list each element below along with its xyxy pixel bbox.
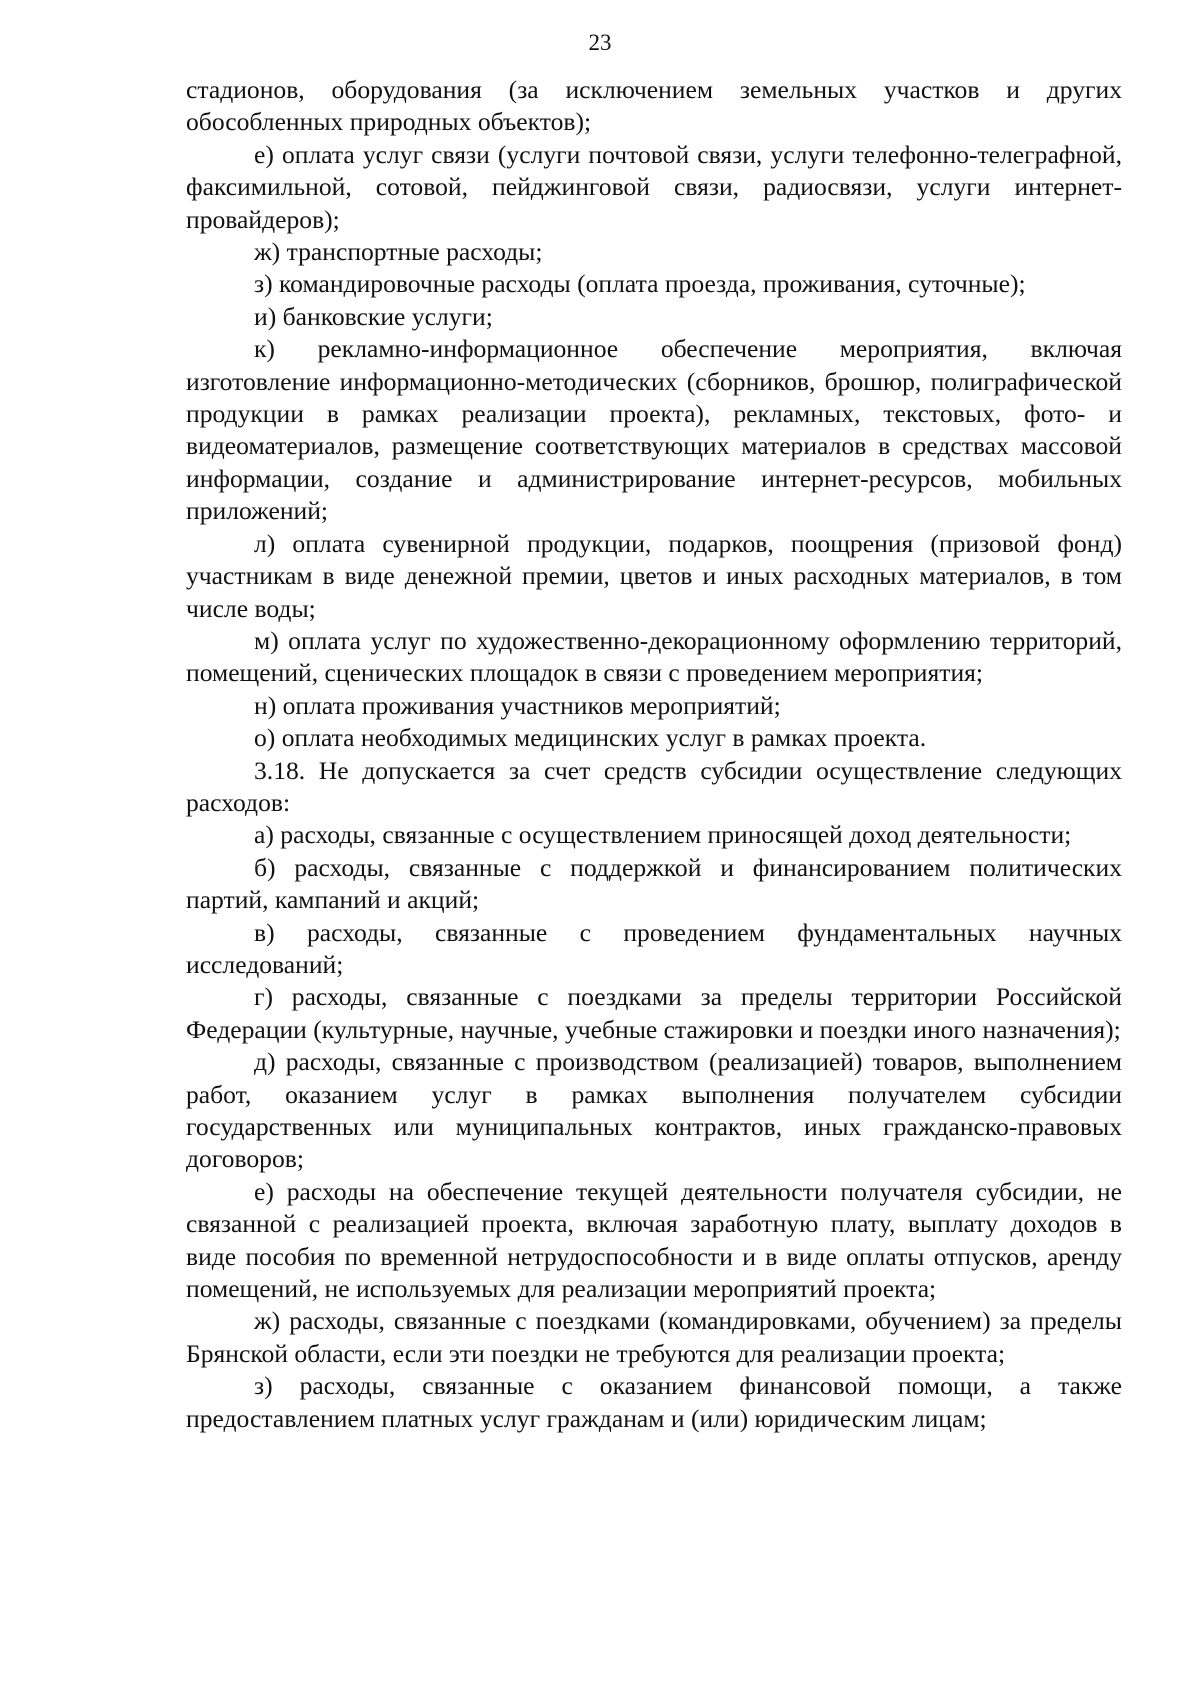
- list-item-z-financial-aid: з) расходы, связанные с оказанием финансовой помощи, а также предоставлением платных услуг гражданам и (или) юридическим лицам;: [186, 1371, 1122, 1433]
- list-item-d-contracts: д) расходы, связанные с производством (реализацией) товаров, выполнением работ, оказанием услуг в рамках выполнения получателем субсидии государственных или муниципальных контрактов, иных гражданско-правовых договоров;: [186, 1047, 1122, 1174]
- page-number: 23: [588, 30, 612, 55]
- list-item-k-advertising: к) рекламно-информационное обеспечение мероприятия, включая изготовление информационно-методических (сборников, брошюр, полиграфической продукции в рамках реализации проекта), рекламных, текстовых, фото- и видеоматериалов, размещение соответствующих материалов в средствах массовой информации, создание и администрирование интернет-ресурсов, мобильных приложений;: [186, 334, 1122, 526]
- section-3-18-heading: 3.18. Не допускается за счет средств субсидии осуществление следующих расходов:: [186, 755, 1122, 817]
- list-item-z-travel: з) командировочные расходы (оплата проезда, проживания, суточные);: [254, 269, 1026, 299]
- list-item-zh-trips-outside-region: ж) расходы, связанные с поездками (командировками, обучением) за пределы Брянской области, если эти поездки не требуются для реализации проекта;: [186, 1306, 1122, 1368]
- document-body: [186, 74, 1122, 1435]
- list-item-n-accommodation: н) оплата проживания участников мероприятий;: [254, 690, 781, 720]
- list-item-b-political: б) расходы, связанные с поддержкой и финансированием политических партий, кампаний и акций;: [186, 852, 1122, 915]
- list-item-o-medical: о) оплата необходимых медицинских услуг в рамках проекта.: [254, 723, 927, 753]
- paragraph-continuation: стадионов, оборудования (за исключением земельных участков и других обособленных природных объектов);: [186, 75, 1122, 137]
- list-item-v-research: в) расходы, связанные с проведением фундаментальных научных исследований;: [186, 917, 1122, 979]
- list-item-zh-transport: ж) транспортные расходы;: [254, 237, 543, 267]
- list-item-l-souvenirs: л) оплата сувенирной продукции, подарков, поощрения (призовой фонд) участникам в виде денежной премии, цветов и иных расходных материалов, в том числе воды;: [186, 528, 1122, 623]
- list-item-a-income-activity: а) расходы, связанные с осуществлением приносящей доход деятельности;: [254, 820, 1072, 850]
- list-item-g-foreign-trips: г) расходы, связанные с поездками за пределы территории Российской Федерации (культурные, научные, учебные стажировки и поездки иного назначения);: [186, 982, 1122, 1044]
- list-item-i-banking: и) банковские услуги;: [254, 301, 493, 331]
- list-item-e-communications: е) оплата услуг связи (услуги почтовой связи, услуги телефонно-телеграфной, факсимильной, сотовой, пейджинговой связи, радиосвязи, услуги интернет-провайдеров);: [186, 139, 1122, 234]
- list-item-m-decoration: м) оплата услуг по художественно-декорационному оформлению территорий, помещений, сценических площадок в связи с проведением мероприятия;: [186, 625, 1122, 688]
- list-item-e-current-activity: е) расходы на обеспечение текущей деятельности получателя субсидии, не связанной с реализацией проекта, включая заработную плату, выплату доходов в виде пособия по временной нетрудоспособности и в виде оплаты отпусков, аренду помещений, не используемых для реализации мероприятий проекта;: [186, 1176, 1122, 1304]
